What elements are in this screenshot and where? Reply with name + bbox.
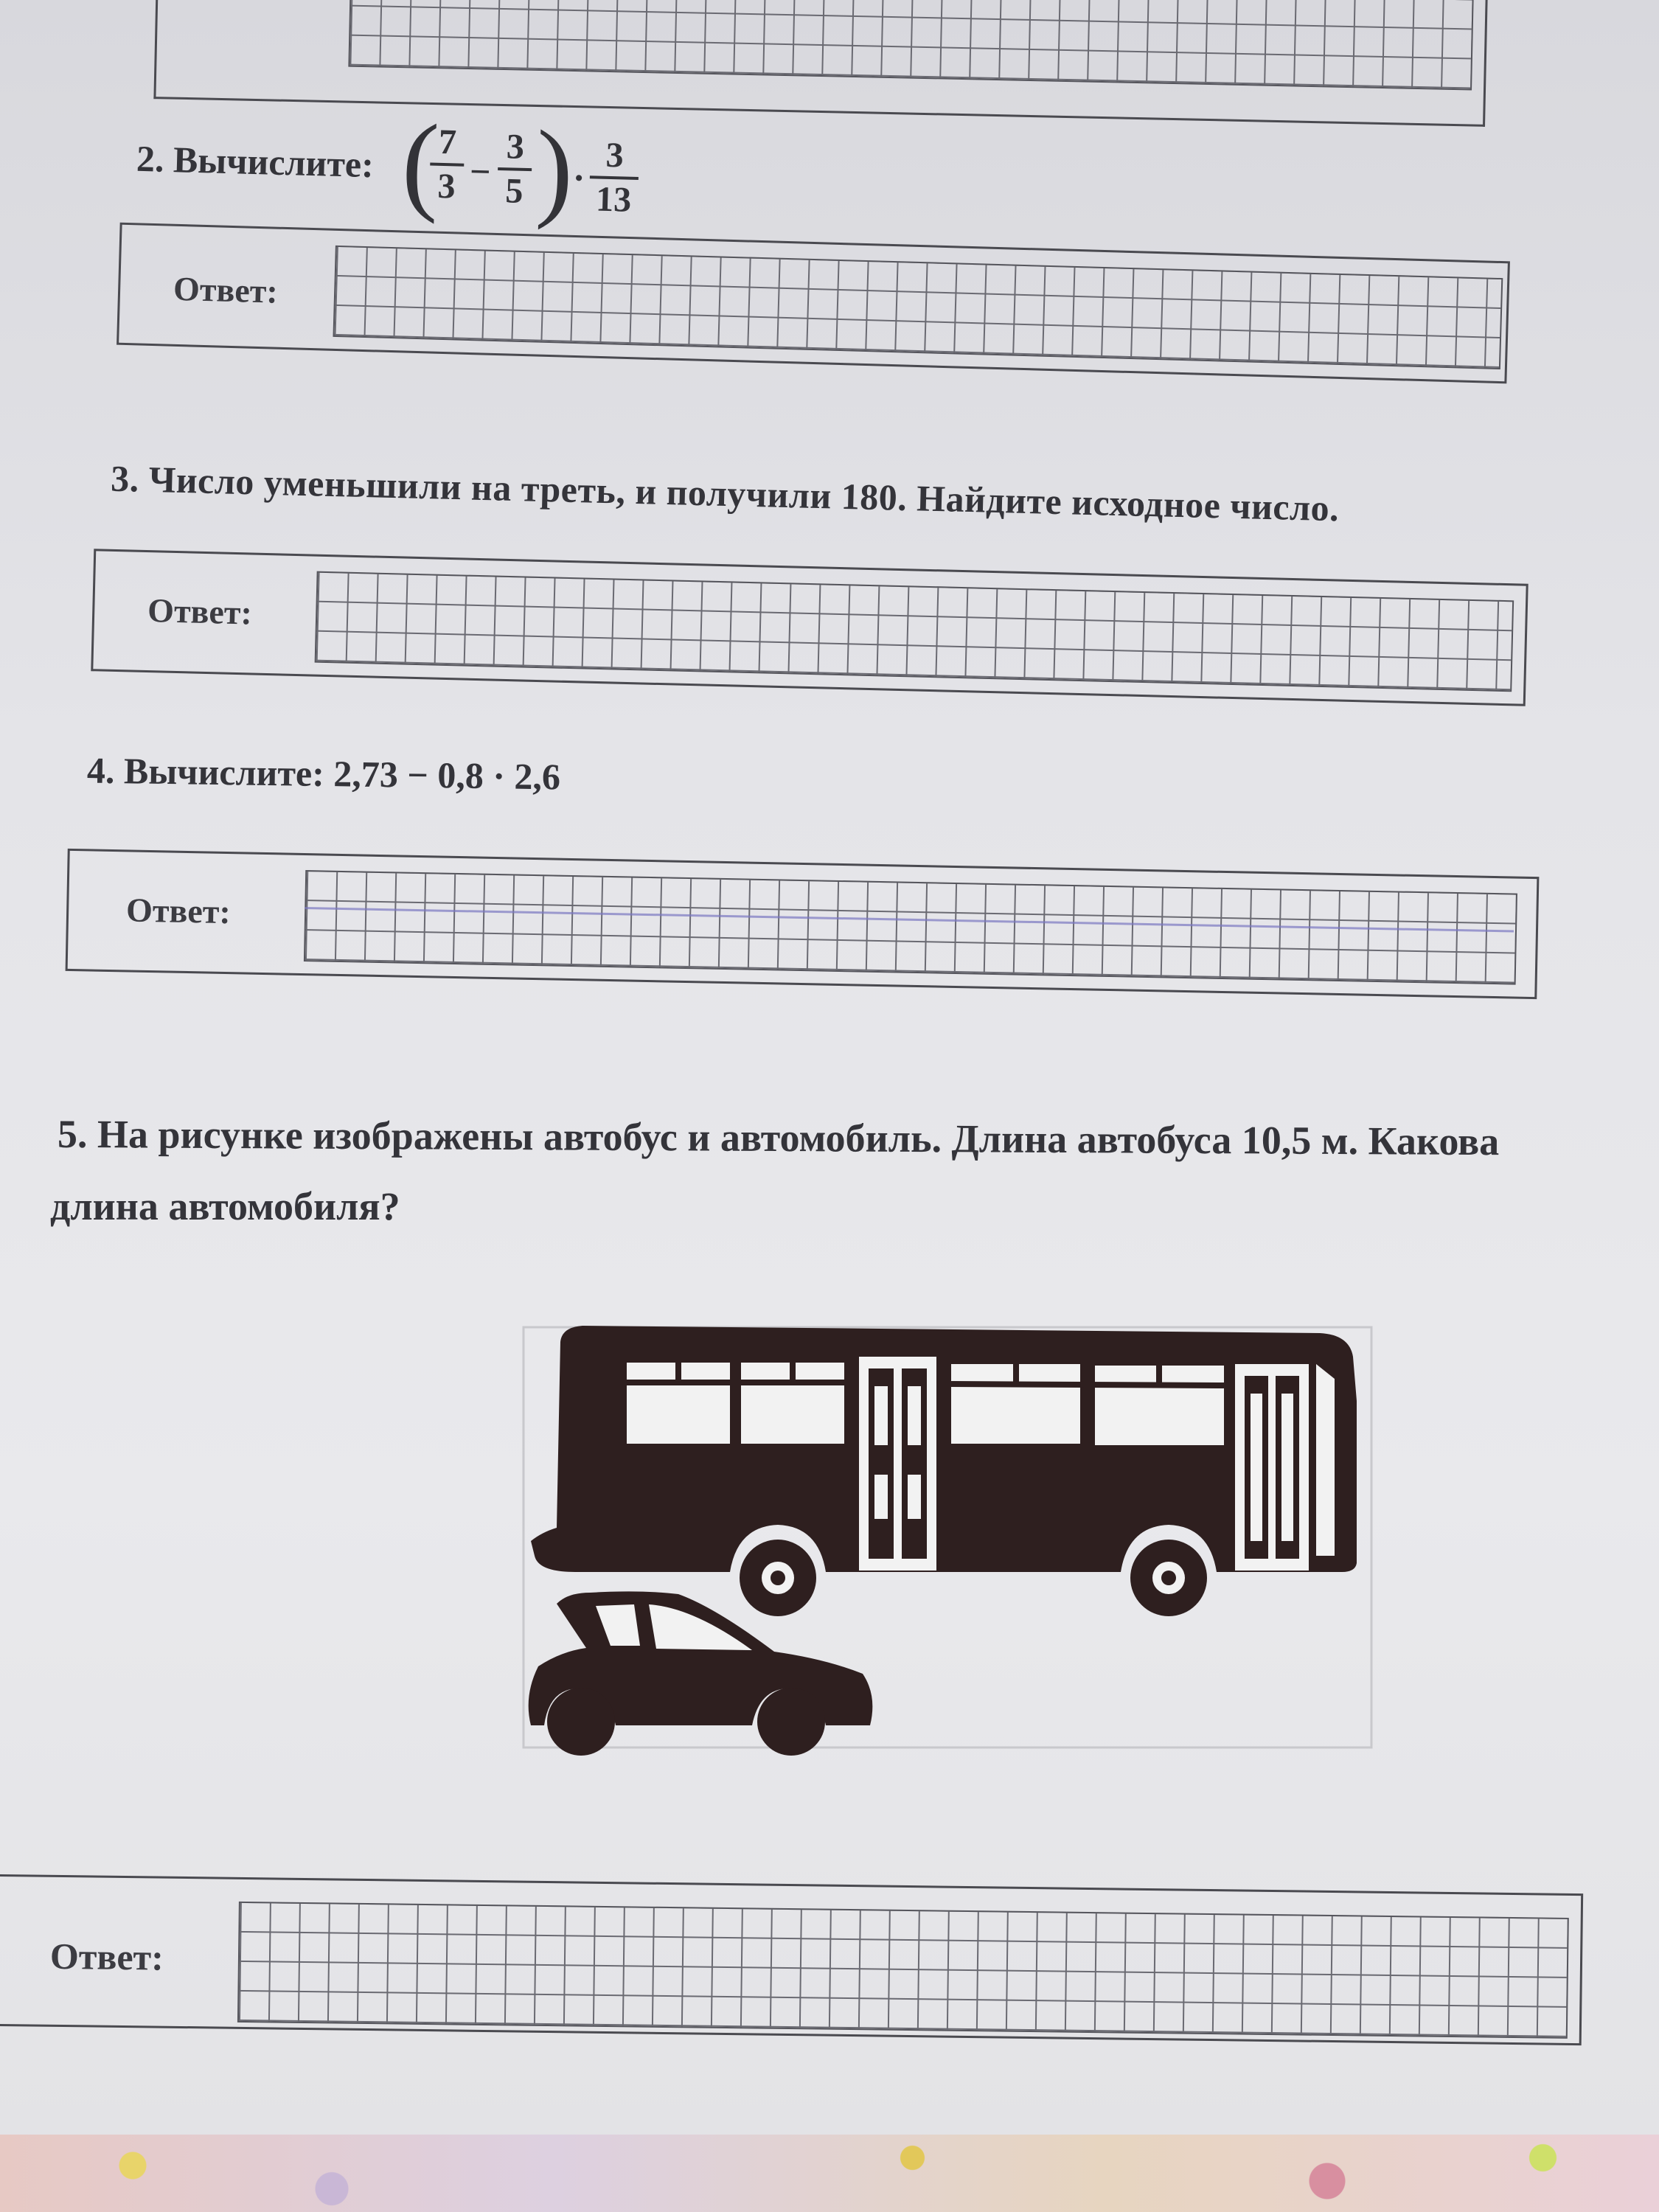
denominator: 5 — [504, 171, 524, 211]
answer-grid[interactable] — [315, 571, 1514, 692]
bus-and-car-illustration — [516, 1312, 1401, 1770]
answer-label: Ответ: — [125, 891, 232, 931]
right-paren: ) — [534, 108, 575, 232]
fraction-3-5 — [497, 126, 533, 212]
task-5-prompt-line1: 5. На рисунке изображены автобус и автомобиль. Длина автобуса 10,5 м. Какова — [57, 1111, 1500, 1164]
answer-box-2 — [116, 223, 1510, 384]
denominator: 13 — [595, 179, 632, 220]
multiply-dot: · — [572, 156, 586, 199]
bus-door-rear — [1235, 1364, 1309, 1571]
bus-wheel-front — [740, 1540, 816, 1616]
answer-label: Ответ: — [49, 1935, 164, 1978]
answer-label: Ответ: — [147, 591, 253, 632]
bus-door-front — [859, 1357, 936, 1571]
answer-box-1 — [153, 0, 1487, 127]
tablecloth-background — [0, 2135, 1659, 2212]
numerator: 3 — [498, 126, 533, 171]
fraction-7-3 — [429, 122, 465, 208]
denominator: 3 — [437, 166, 456, 206]
answer-label: Ответ: — [173, 269, 279, 310]
answer-box-3 — [91, 549, 1528, 706]
car-wheel-rear — [757, 1688, 825, 1756]
numerator: 7 — [430, 122, 465, 167]
minus-sign: − — [469, 150, 492, 192]
task-2-expression — [400, 101, 654, 240]
task-3-prompt: 3. Число уменьшили на треть, и получили 180. Найдите исходное число. — [110, 457, 1340, 529]
bus-windshield — [1316, 1364, 1335, 1556]
task-4-prompt: 4. Вычислите: 2,73 − 0,8 · 2,6 — [86, 749, 561, 798]
numerator: 3 — [590, 134, 640, 180]
answer-grid[interactable] — [237, 1902, 1569, 2039]
answer-grid[interactable] — [333, 246, 1503, 369]
task-2-prompt: 2. Вычислите: — [136, 137, 375, 186]
car-wheel-front — [547, 1688, 615, 1756]
task-5-prompt-line2: длина автомобиля? — [50, 1184, 400, 1228]
fraction-3-13 — [588, 134, 639, 221]
bus-wheel-rear — [1130, 1540, 1207, 1616]
answer-grid[interactable] — [348, 0, 1473, 91]
answer-box-5 — [0, 1874, 1583, 2045]
answer-box-4 — [66, 849, 1540, 999]
left-paren: ( — [400, 101, 441, 225]
